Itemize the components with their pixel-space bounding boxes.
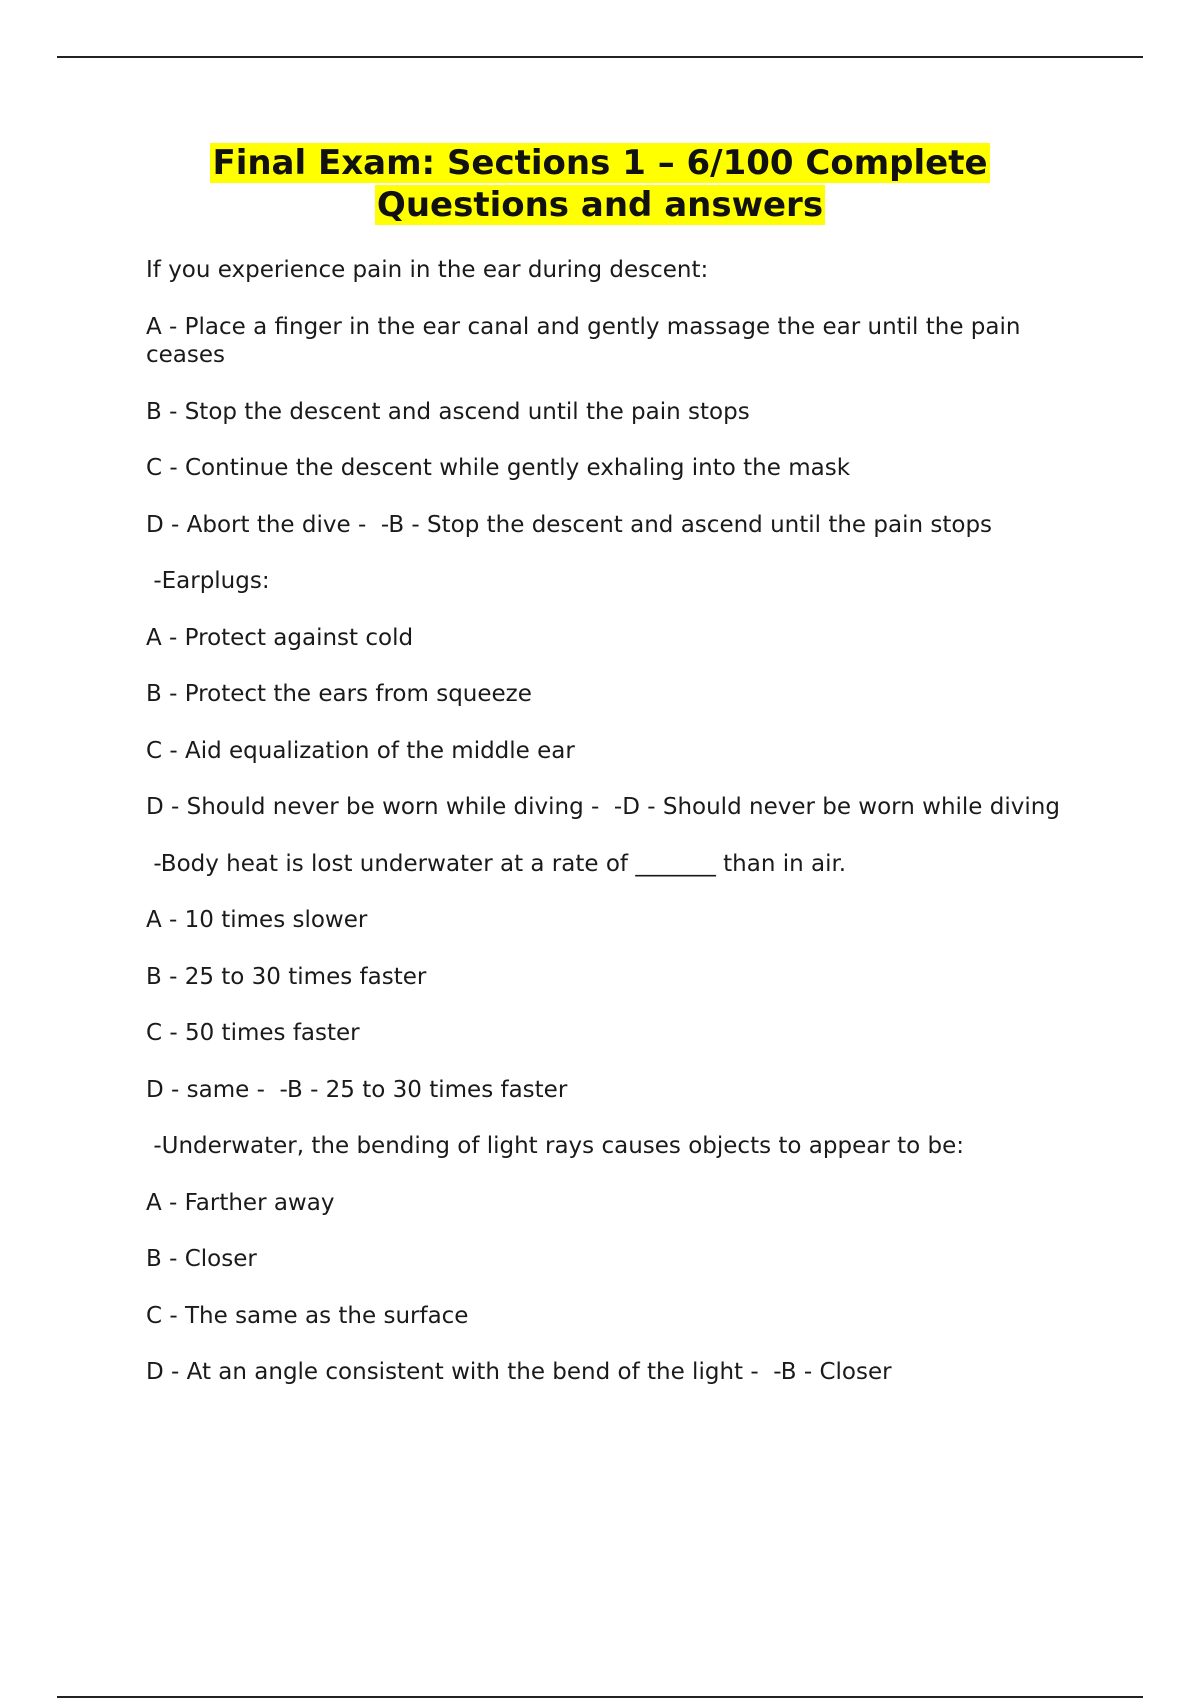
question-1-option-b: B - Stop the descent and ascend until the pain stops: [146, 398, 750, 425]
top-rule: [57, 56, 1143, 58]
question-2-option-c: C - Aid equalization of the middle ear: [146, 737, 575, 764]
question-2-option-a: A - Protect against cold: [146, 624, 414, 651]
title-line-1: Final Exam: Sections 1 – 6/100 Complete: [212, 143, 988, 183]
page-title: [100, 142, 1100, 226]
question-4-option-c: C - The same as the surface: [146, 1302, 469, 1329]
question-1-option-a: A - Place a finger in the ear canal and gently massage the ear until the pain ceases: [146, 313, 1028, 368]
question-3-prompt: -Body heat is lost underwater at a rate of _______ than in air.: [146, 850, 847, 877]
question-4-option-d-answer: D - At an angle consistent with the bend of the light - -B - Closer: [146, 1359, 892, 1385]
document-body: [146, 256, 1081, 1415]
title-line-2: Questions and answers: [376, 185, 824, 225]
question-2-prompt: -Earplugs:: [146, 568, 270, 594]
question-2-option-d-answer: D - Should never be worn while diving - -D - Should never be worn while diving: [146, 794, 1060, 820]
question-2-option-b: B - Protect the ears from squeeze: [146, 681, 532, 707]
question-3-option-c: C - 50 times faster: [146, 1020, 360, 1046]
question-1-option-d-answer: D - Abort the dive - -B - Stop the descent and ascend until the pain stops: [146, 511, 993, 538]
question-3-option-b: B - 25 to 30 times faster: [146, 963, 427, 990]
question-1-option-c: C - Continue the descent while gently exhaling into the mask: [146, 455, 851, 481]
question-1-prompt: If you experience pain in the ear during descent:: [146, 257, 709, 283]
bottom-rule: [57, 1696, 1143, 1698]
question-4-option-a: A - Farther away: [146, 1189, 335, 1216]
question-3-option-d-answer: D - same - -B - 25 to 30 times faster: [146, 1076, 568, 1103]
question-4-option-b: B - Closer: [146, 1246, 257, 1272]
question-4-prompt: -Underwater, the bending of light rays causes objects to appear to be:: [146, 1133, 964, 1159]
question-3-option-a: A - 10 times slower: [146, 907, 368, 933]
